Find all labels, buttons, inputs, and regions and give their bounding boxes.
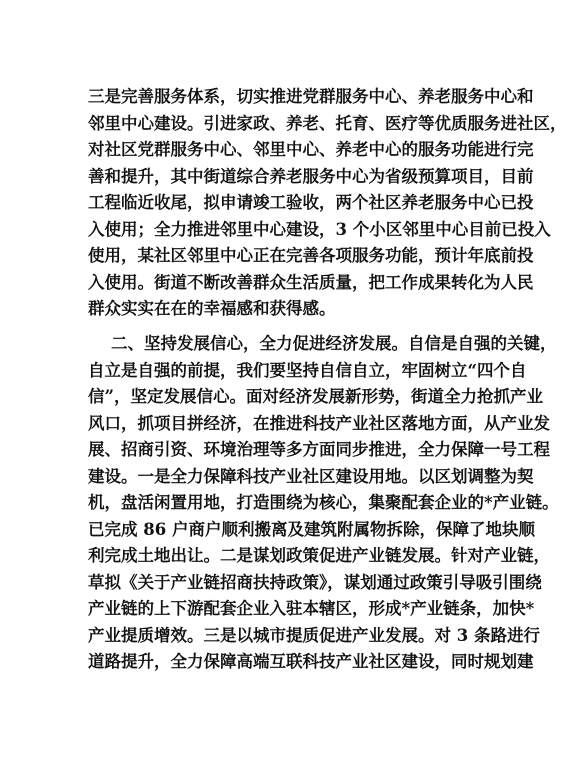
paragraph-economic-development xyxy=(88,331,559,676)
text-line: 善和提升，其中街道综合养老服务中心为省级预算项目，目前 xyxy=(88,166,534,186)
text-line: 产业链的上下游配套企业入驻本辖区，形成*产业链条，加快* xyxy=(88,599,535,618)
text-line: 展、招商引资、环境治理等多方面同步推进，全力保障一号工程 xyxy=(88,440,550,459)
text-line: 产业提质增效。三是以城市提质促进产业发展。对 3 条路进行 xyxy=(88,625,540,645)
text-line: 二、坚持发展信心，全力促进经济发展。自信是自强的关键， xyxy=(88,334,557,353)
text-line: 对社区党群服务中心、邻里中心、养老中心的服务功能进行完 xyxy=(88,140,534,159)
text-line: 草拟《关于产业链招商扶持政策》，谋划通过政策引导吸引围绕 xyxy=(88,572,542,592)
text-line: 入使用。街道不断改善群众生活质量，把工作成果转化为人民 xyxy=(88,272,534,292)
text-line: 风口，抓项目拼经济，在推进科技产业社区落地方面，从产业发 xyxy=(88,413,550,433)
text-line: 群众实实在在的幸福感和获得感。 xyxy=(88,299,336,318)
text-line: 使用，某社区邻里中心正在完善各项服务功能，预计年底前投 xyxy=(88,246,534,265)
text-line: 信”，坚定发展信心。面对经济发展新形势，街道全力抢抓产业 xyxy=(88,387,543,406)
text-line: 已完成 86 户商户顺利搬离及建筑附属物拆除，保障了地块顺 xyxy=(88,519,535,539)
text-line: 入使用；全力推进邻里中心建设，3 个小区邻里中心目前已投入 xyxy=(88,219,551,239)
text-line: 邻里中心建设。引进家政、养老、托育、医疗等优质服务进社区， xyxy=(88,113,567,133)
paragraph-community-services xyxy=(88,84,567,323)
text-line: 三是完善服务体系，切实推进党群服务中心、养老服务中心和 xyxy=(88,87,534,106)
text-line: 道路提升，全力保障高端互联科技产业社区建设，同时规划建 xyxy=(88,652,534,671)
text-line: 自立是自强的前提，我们要坚持自信自立，牢固树立“四个自 xyxy=(88,360,527,380)
text-line: 利完成土地出让。二是谋划政策促进产业链发展。针对产业链， xyxy=(88,546,550,565)
text-line: 工程临近收尾，拟申请竣工验收，两个社区养老服务中心已投 xyxy=(88,193,534,212)
text-line: 建设。一是全力保障科技产业社区建设用地。以区划调整为契 xyxy=(88,466,534,486)
text-line: 机，盘活闲置用地，打造围绕为核心，集聚配套企业的*产业链。 xyxy=(88,493,559,512)
